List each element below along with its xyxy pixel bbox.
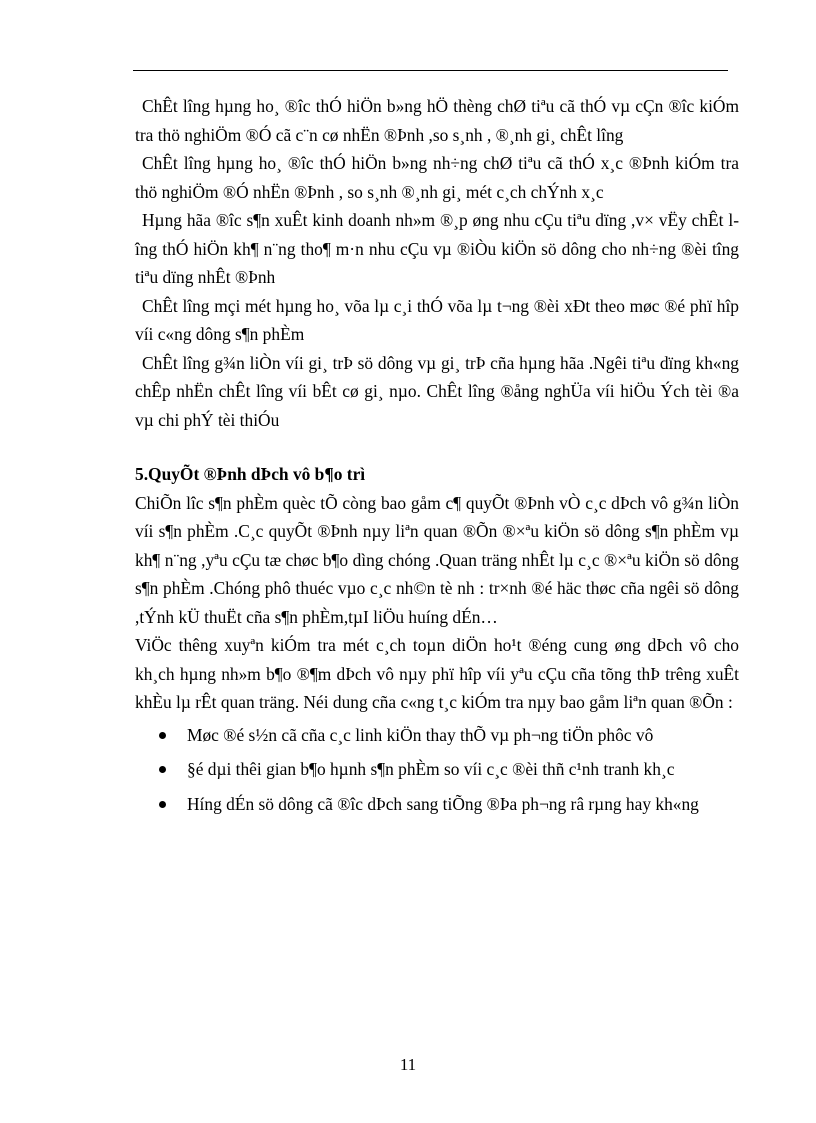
bullet-icon: [159, 801, 166, 808]
paragraph-quality-2: ChÊt lîng hµng ho¸ ®îc thÓ hiÖn b»ng nh÷ng chØ tiªu cã thÓ x¸c ®Þnh kiÓm tra thö nghiÖm ®Ó nhËn ®Þnh , so s¸nh ®¸nh gi¸ mét c¸ch chÝnh x¸c: [135, 153, 739, 202]
header-rule: [133, 70, 728, 71]
page-body: [135, 92, 739, 824]
section-heading: 5.QuyÕt ®Þnh dÞch vô b¶o trì: [135, 464, 366, 484]
list-item-text: Møc ®é s½n cã cña c¸c linh kiÖn thay thÕ vµ ph¬ng tiÖn phôc vô: [187, 724, 654, 745]
bullet-icon: [159, 732, 166, 739]
paragraph-quality-4: ChÊt lîng mçi mét hµng ho¸ võa lµ c¸i thÓ võa lµ t¬ng ®èi xÐt theo møc ®é phï hîp víi c«ng dông s¶n phÈm: [135, 295, 739, 344]
list-item-text: §é dµi thêi gian b¶o hµnh s¶n phÈm so víi c¸c ®èi thñ c¹nh tranh kh¸c: [187, 759, 675, 779]
paragraph-service-2: ViÖc thêng xuyªn kiÓm tra mét c¸ch toµn diÖn ho¹t ®éng cung øng dÞch vô cho kh¸ch hµng nh»m b¶o ®¶m dÞch vô nµy phï hîp víi yªu cÇu cña tõng thÞ trêng xuÊt khÈu lµ rÊt quan träng. Néi dung cña c«ng t¸c kiÓm tra nµy bao gåm liªn quan ®Õn :: [135, 635, 739, 712]
list-item-text: Híng dÉn sö dông cã ®îc dÞch sang tiÕng ®Þa ph¬ng râ rµng hay kh«ng: [187, 793, 699, 814]
list-item: [187, 790, 739, 819]
paragraph-quality-3: Hµng hãa ®îc s¶n xuÊt kinh doanh nh»m ®¸p øng nhu cÇu tiªu dïng ,v× vËy chÊt lîng thÓ hiÖn kh¶ n¨ng tho¶ m·n nhu cÇu vµ ®iÒu kiÖn sö dông cho nh÷ng ®èi tîng tiªu dïng nhÊt ®Þnh: [135, 210, 739, 287]
list-item: [187, 755, 739, 784]
list-item: [187, 721, 739, 750]
bullet-list: [135, 721, 739, 819]
paragraph-service-1: ChiÕn lîc s¶n phÈm quèc tÕ còng bao gåm c¶ quyÕt ®Þnh vÒ c¸c dÞch vô g¾n liÒn víi s¶n phÈm .C¸c quyÕt ®Þnh nµy liªn quan ®Õn ®×ªu kiÖn sö dông s¶n phÈm vµ kh¶ n¨ng ,yªu cÇu tæ chøc b¶o dìng chóng .Quan träng nhÊt lµ c¸c ®×ªu kiÖn sö dông s¶n phÈm .Chóng phô thuéc vµo c¸c nh©n tè nh : tr×nh ®é häc thøc cña ngêi sö dông ,tÝnh kÜ thuËt cña s¶n phÈm,tµI liÖu huíng dÉn…: [135, 492, 739, 627]
page-number: 11: [399, 1055, 417, 1074]
paragraph-quality-5: ChÊt lîng g¾n liÒn víi gi¸ trÞ sö dông vµ gi¸ trÞ cña hµng hãa .Ngêi tiªu dïng kh«ng chÊp nhËn chÊt lîng víi bÊt cø gi¸ nµo. ChÊt lîng ®ång nghÜa víi hiÖu Ých tèi ®a vµ chi phÝ tèi thiÓu: [135, 352, 739, 430]
bullet-icon: [159, 766, 166, 773]
paragraph-quality-1: ChÊt lîng hµng ho¸ ®îc thÓ hiÖn b»ng hÖ thèng chØ tiªu cã thÓ vµ cÇn ®îc kiÓm tra thö nghiÖm ®Ó cã c¨n cø nhËn ®Þnh ,so s¸nh , ®¸nh gi¸ chÊt lîng: [135, 96, 739, 145]
